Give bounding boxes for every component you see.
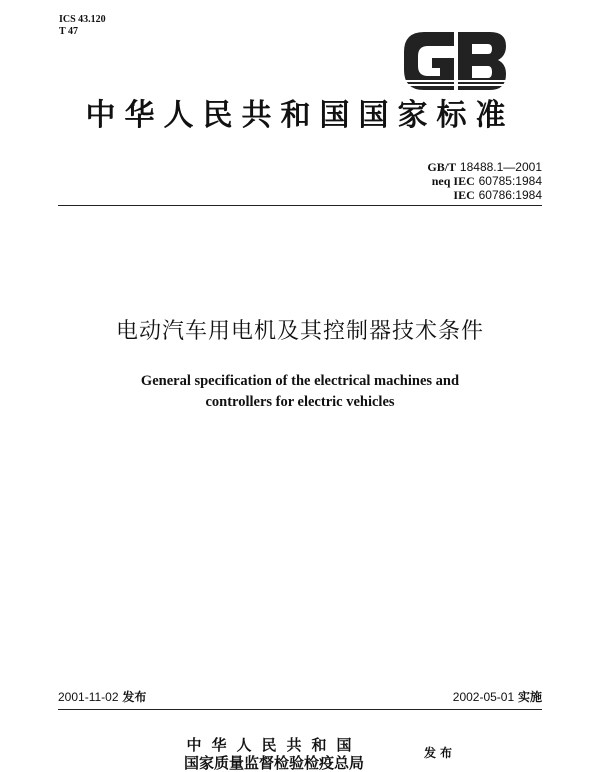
issuer-agency: 国家质量监督检验检疫总局: [183, 754, 364, 772]
standard-number-row: [427, 188, 542, 202]
effective-date-word: 实施: [517, 690, 542, 704]
category-code: T 47: [59, 26, 78, 37]
standard-number-row: [427, 174, 542, 188]
gb-logo: [402, 30, 508, 92]
standard-number-label: neq IEC: [431, 174, 475, 188]
header-divider: [58, 205, 542, 206]
country-standard-title: 中华人民共和国国家标准: [85, 98, 515, 133]
classification-codes: [59, 14, 106, 38]
issuer-country: 中华人民共和国: [186, 736, 362, 754]
ics-code: ICS 43.120: [59, 14, 106, 25]
footer-divider: [58, 709, 542, 710]
issue-date-word: 发布: [122, 690, 147, 704]
issuer-action: 发布: [424, 746, 457, 760]
effective-date: [453, 690, 542, 704]
standard-number-value: 60785:1984: [478, 174, 542, 188]
gb-logo-mark: [402, 32, 508, 90]
standard-number-value: 60786:1984: [478, 188, 542, 202]
standard-numbers: [427, 160, 542, 202]
standard-number-label: IEC: [453, 188, 475, 202]
document-title-en: [0, 371, 600, 413]
effective-date-value: 2002-05-01: [452, 690, 515, 704]
issuer-block: [140, 736, 408, 772]
issue-date: [58, 690, 146, 704]
document-title-cn: 电动汽车用电机及其控制器技术条件: [115, 319, 484, 344]
standard-number-row: [427, 160, 542, 174]
document-title-en-line1: General specification of the electrical machines and: [140, 373, 460, 389]
issue-date-value: 2001-11-02: [58, 690, 119, 704]
standard-number-label: GB/T: [427, 160, 457, 174]
standard-number-value: 18488.1—2001: [459, 160, 542, 174]
document-title-en-line2: controllers for electric vehicles: [205, 394, 395, 410]
